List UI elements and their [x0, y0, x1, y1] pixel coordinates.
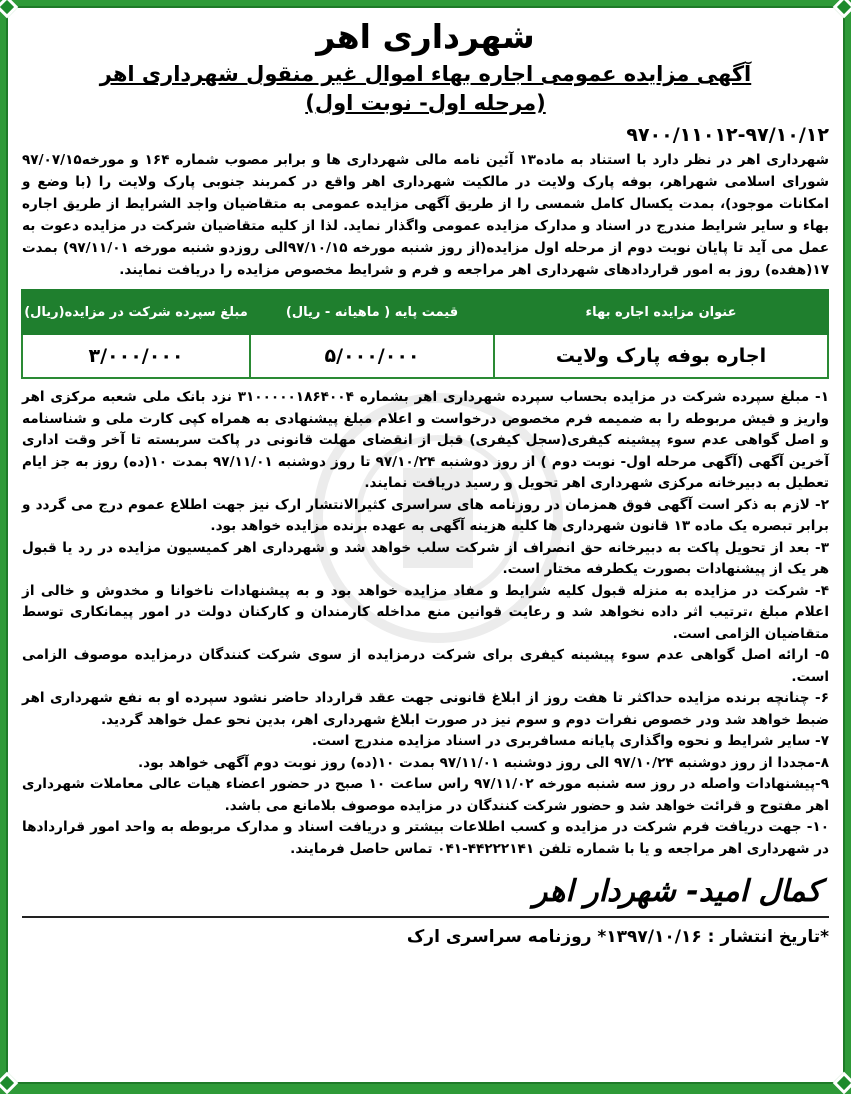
list-item: ۲- لازم به ذکر است آگهی فوق همزمان در روزنامه های سراسری کثیرالانتشار ارک نیز جهت اطلاع عموم درج می گردد و برابر تبصره یک ماده ۱۳ قانون شهرداری ها کلیه هزینه آگهی به عهده برنده مزایده خواهد بود. [22, 496, 829, 534]
list-item: ۵- ارائه اصل گواهی عدم سوء پیشینه کیفری برای شرکت درمزایده از سوی شرکت کنندگان درمزایده موصوف الزامی است. [22, 647, 829, 685]
list-item: ۱- مبلغ سپرده شرکت در مزایده بحساب سپرده شهرداری اهر بشماره ۳۱۰۰۰۰۰۱۸۶۴۰۰۴ نزد بانک ملی شعبه مرکزی اهر واریز و فیش مربوطه را به ضمیمه فرم مخصوص درخواست و اعلام مبلغ پیشنهادی به همراه کپی کارت ملی و شناسنامه و اصل گواهی عدم سوء پیشینه کیفری(سجل کیفری) قبل از انقضای مهلت قانونی در پاکت سربسته تا آخر وقت اداری آخرین آگهی (آگهی مرحله اول- نوبت دوم ) از روز دوشنبه ۹۷/۱۰/۲۴ تا روز دوشنبه ۹۷/۱۱/۰۱ بمدت ۱۰(ده) روز به جز ایام تعطیل به دبیرخانه مرکزی شهرداری اهر تحویل و رسید دریافت نمایند. [22, 389, 830, 491]
conditions-list [22, 387, 829, 860]
table-row [22, 334, 828, 378]
reference-number: ۹۷۰۰/۱۱۰۱۲-۹۷/۱۰/۱۲ [626, 124, 829, 146]
table-cell-deposit: ۳/۰۰۰/۰۰۰ [22, 334, 250, 378]
column-header: قیمت پایه ( ماهیانه - ریال) [250, 290, 494, 334]
signature: کمال امید- شهردار اهر [533, 874, 821, 909]
table-header-row [22, 290, 828, 334]
list-item: ۴- شرکت در مزایده به منزله قبول کلیه شرایط و مفاد مزایده خواهد بود و به پیشنهادات ناخوانا و مخدوش و خالی از اعلام مبلغ ،ترتیب اثر داده نخواهد شد و رعایت قوانین منع مداخله کارمندان و کارکنان دولت در امور پیمانکاری توسط متقاضیان الزامی است. [22, 582, 829, 642]
notice-subtitle: آگهی مزایده عمومی اجاره بهاء اموال غیر منقول شهرداری اهر [99, 62, 752, 86]
list-item: ۱۰- جهت دریافت فرم شرکت در مزایده و کسب اطلاعات بیشتر و دریافت اسناد و مدارک مربوطه به واحد امور قراردادها در شهرداری اهر مراجعه و یا با شماره تلفن ۴۴۲۲۲۱۴۱-۰۴۱ تماس حاصل فرمایند. [22, 819, 829, 857]
list-item: ۹-پیشنهادات واصله در روز سه شنبه مورخه ۹۷/۱۱/۰۲ راس ساعت ۱۰ صبح در حضور اعضاء هیات عالی معاملات شهرداری اهر مفتوح و قرائت خواهد شد و حضور شرکت کنندگان در مزایده موصوف بلامانع می باشد. [22, 776, 830, 814]
notice-body [8, 8, 843, 950]
list-item: ۳- بعد از تحویل پاکت به دبیرخانه حق انصراف از شرکت سلب خواهد شد و شهرداری اهر کمیسیون مزایده در رد یا قبول هر یک از پیشنهادات بصورت یکطرفه مختار است. [22, 539, 829, 577]
publication-info: *تاریخ انتشار : ۱۳۹۷/۱۰/۱۶* روزنامه سراسری ارک [406, 927, 829, 947]
list-item: ۸-مجددا از روز دوشنبه ۹۷/۱۰/۲۴ الی روز دوشنبه ۹۷/۱۱/۰۱ بمدت ۱۰(ده) روز نوبت دوم آگهی خواهد بود. [138, 754, 829, 771]
column-header: مبلغ سپرده شرکت در مزایده(ریال) [22, 290, 250, 334]
table-cell-base-price: ۵/۰۰۰/۰۰۰ [250, 334, 494, 378]
corner-ornament [0, 1072, 18, 1094]
page-title: شهرداری اهر [316, 17, 535, 56]
list-item: ۷- سایر شرایط و نحوه واگذاری پایانه مسافربری در اسناد مزایده مندرج است. [311, 733, 829, 749]
auction-table [21, 289, 829, 379]
intro-paragraph: شهرداری اهر در نظر دارد با استناد به ماده۱۳ آئین نامه مالی شهرداری ها و برابر مصوب شماره ۱۶۴ و مورخه۹۷/۰۷/۱۵ شورای اسلامی شهراهر، بوفه پارک ولایت در مالکیت شهرداری اهر واقع در کمربند جنوبی پارک ولایت را (با وضع و امکانات موجود)، بمدت یکسال کامل شمسی را از طریق آگهی مزایده عمومی به متقاضیان واجد الشرایط از طریق اجاره بهاء و سایر شرایط مندرج در اسناد و مدارک مزایده عمومی واگذار نماید. لذا از کلیه متقاضیان شرکت در مزایده دعوت به عمل می آید تا پایان نوبت دوم از مرحله اول مزایده(از روز شنبه مورخه ۹۷/۱۰/۱۵الی روزدو شنبه مورخه ۹۷/۱۱/۰۱) بمدت ۱۷(هفده) روز به امور قراردادهای شهرداری اهر مراجعه و فرم و شرایط مخصوص مزایده را دریافت نمایند. [22, 152, 830, 278]
divider [22, 916, 829, 918]
notice-phase: (مرحله اول- نوبت اول) [305, 91, 546, 115]
corner-ornament [833, 1072, 851, 1094]
document-frame [6, 6, 845, 1084]
table-cell-title: اجاره بوفه پارک ولایت [494, 334, 828, 378]
column-header: عنوان مزایده اجاره بهاء [494, 290, 828, 334]
list-item: ۶- چنانچه برنده مزایده حداکثر تا هفت روز از ابلاغ قانونی جهت عقد قرارداد حاضر نشود سپرده او به نفع شهرداری اهر ضبط خواهد شد ودر خصوص نفرات دوم و سوم نیز در صورت ابلاغ شهرداری اهر، بدین نحو عمل خواهد گردید. [22, 690, 829, 728]
